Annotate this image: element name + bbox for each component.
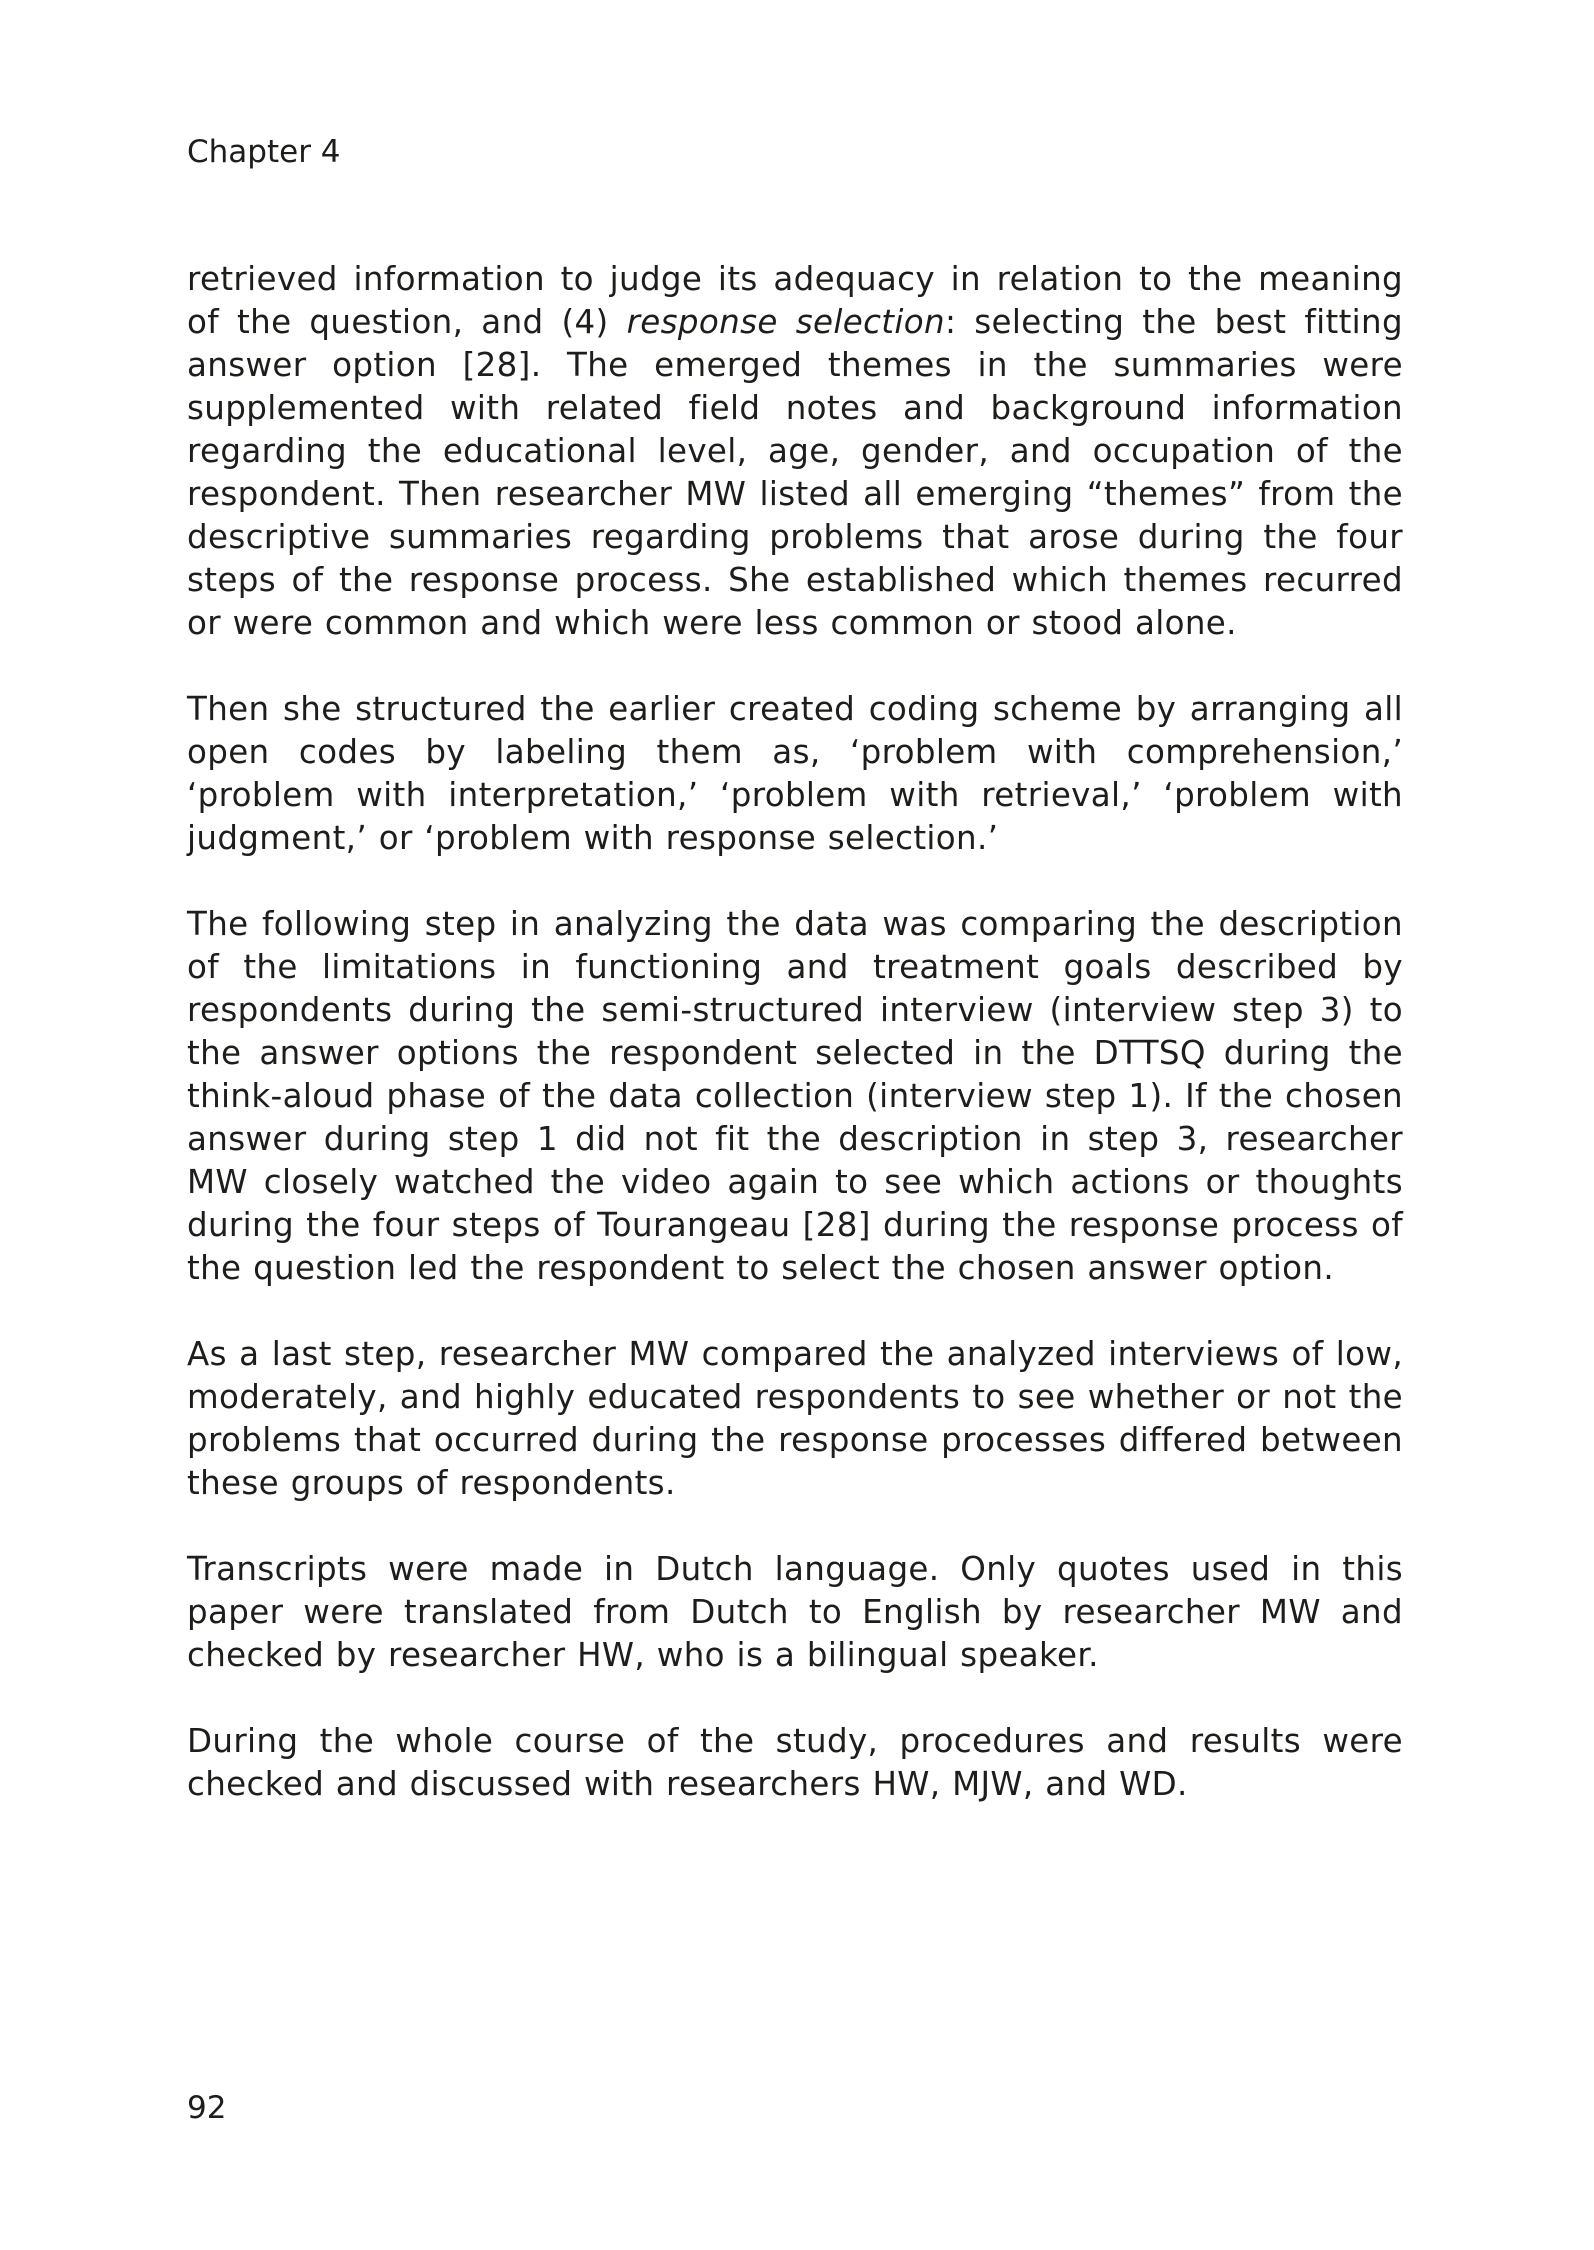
paragraph-5: Transcripts were made in Dutch language. Only quotes used in this paper were translated from Dutch to English by researcher MW and checked by researcher HW, who is a bilingual speaker. xyxy=(187,1550,1403,1674)
running-head: Chapter 4 xyxy=(187,134,341,170)
paragraph-3: The following step in analyzing the data was comparing the description of the limitations in functioning and treatment goals described by respondents during the semi-structured interview (interview step 3) to the answer options the respondent selected in the DTTSQ during the think-aloud phase of the data collection (interview step 1). If the chosen answer during step 1 did not fit the description in step 3, researcher MW closely watched the video again to see which actions or thoughts during the four steps of Tourangeau [28] during the response process of the question led the respondent to select the chosen answer option. xyxy=(187,905,1403,1287)
paragraph-1-start: retrieved information to judge its adequacy in relation to the meaning of the question, and (4) xyxy=(187,260,1403,341)
page-number: 92 xyxy=(187,2090,227,2126)
paragraph-4: As a last step, researcher MW compared the analyzed interviews of low, moderately, and highly educated respondents to see whether or not the problems that occurred during the response processes differed between these groups of respondents. xyxy=(187,1335,1403,1502)
italic-term-response-selection: response selection xyxy=(626,303,945,341)
paragraph-1 xyxy=(187,258,1403,645)
body-text xyxy=(187,258,1403,1849)
paragraph-2: Then she structured the earlier created coding scheme by arranging all open codes by labeling them as, ‘problem with comprehension,’ ‘problem with interpretation,’ ‘problem with retrieval,’ ‘problem with judgment,’ or ‘problem with response selection.’ xyxy=(187,690,1403,857)
paragraph-6: During the whole course of the study, procedures and results were checked and discussed with researchers HW, MJW, and WD. xyxy=(187,1722,1403,1803)
paragraph-1-end: : selecting the best fitting answer option [28]. The emerged themes in the summaries were supplemented with related field notes and background information regarding the educational level, age, gender, and occupation of the respondent. Then researcher MW listed all emerging “themes” from the descriptive summaries regarding problems that arose during the four steps of the response process. She established which themes recurred or were common and which were less common or stood alone. xyxy=(187,303,1403,642)
